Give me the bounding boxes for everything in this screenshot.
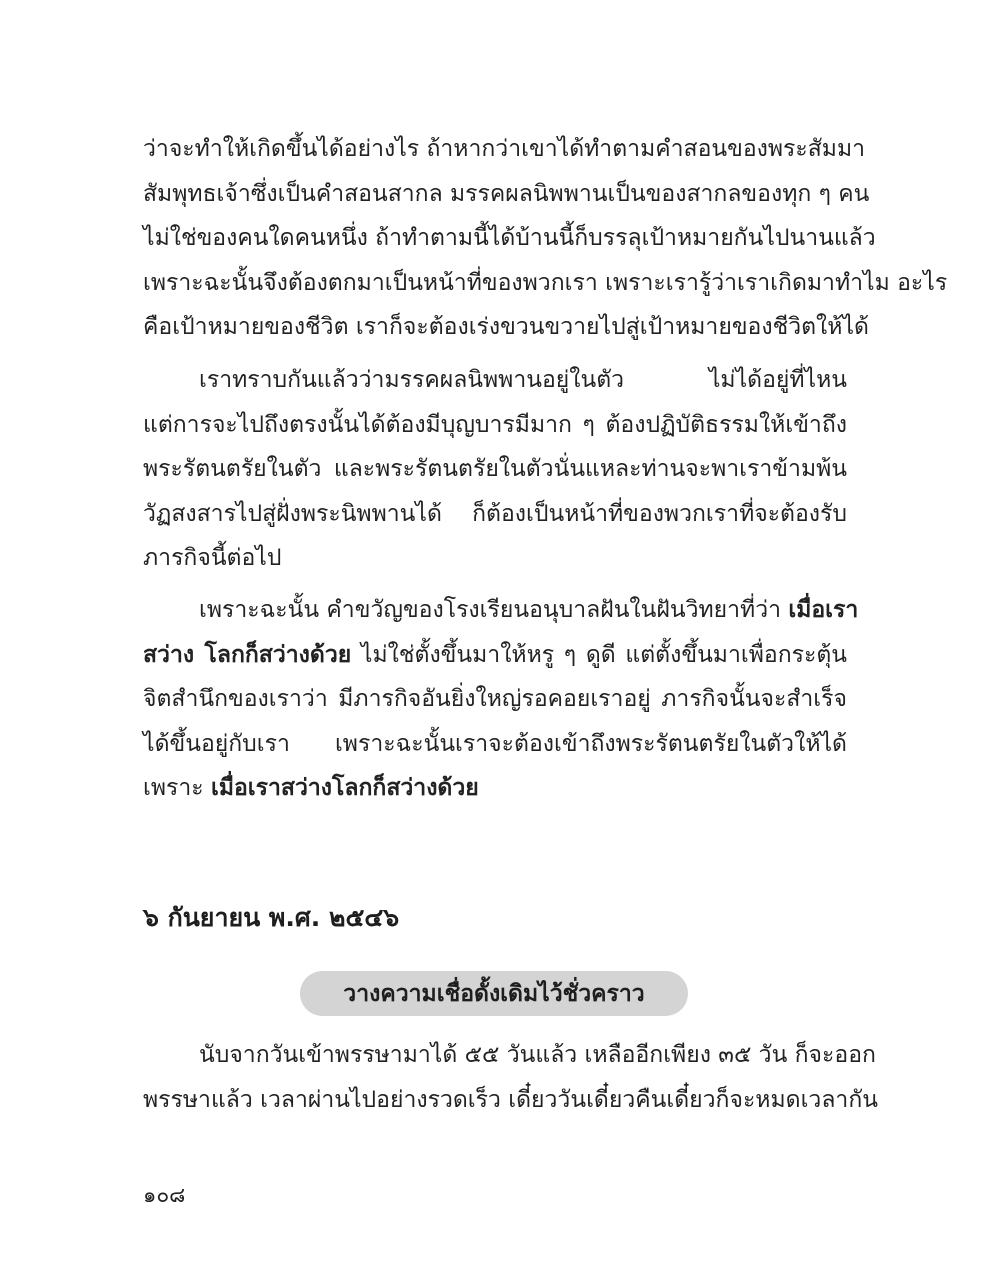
paragraph-line: ไม่ใช่ของคนใดคนหนึ่ง ถ้าทำตามนี้ได้บ้านนี้ก็บรรลุเป้าหมายกันไปนานแล้ว bbox=[143, 225, 876, 251]
paragraph-line: พระรัตนตรัยในตัว และพระรัตนตรัยในตัวนั่นแหละท่านจะพาเราข้ามพ้น bbox=[143, 456, 847, 482]
paragraph-line: ว่าจะทำให้เกิดขึ้นได้อย่างไร ถ้าหากว่าเขาได้ทำตามคำสอนของพระสัมมา bbox=[143, 136, 866, 162]
paragraph-1 bbox=[143, 127, 948, 350]
paragraph-3 bbox=[143, 588, 859, 811]
date-heading: ๖ กันยายน พ.ศ. ๒๕๔๖ bbox=[143, 903, 400, 932]
paragraph-2 bbox=[143, 358, 847, 581]
paragraph-line bbox=[143, 588, 859, 633]
paragraph-line bbox=[143, 633, 847, 678]
paragraph-line: นับจากวันเข้าพรรษามาได้ ๕๕ วันแล้ว เหลืออีกเพียง ๓๕ วัน ก็จะออก bbox=[199, 1042, 876, 1068]
paragraph-line: ได้ขึ้นอยู่กับเรา เพราะฉะนั้นเราจะต้องเข้าถึงพระรัตนตรัยในตัวให้ได้ bbox=[143, 730, 847, 757]
paragraph-text: เพราะ bbox=[143, 775, 211, 801]
paragraph-line: วัฏสงสารไปสู่ฝั่งพระนิพพานได้ ก็ต้องเป็นหน้าที่ของพวกเราที่จะต้องรับ bbox=[143, 500, 847, 527]
paragraph-line: แต่การจะไปถึงตรงนั้นได้ต้องมีบุญบารมีมาก ๆ ต้องปฏิบัติธรรมให้เข้าถึง bbox=[143, 411, 847, 438]
paragraph-line: เพราะฉะนั้นจึงต้องตกมาเป็นหน้าที่ของพวกเรา เพราะเรารู้ว่าเราเกิดมาทำไม อะไร bbox=[143, 269, 948, 296]
section-title-pill bbox=[300, 971, 688, 1016]
section-title: วางความเชื่อดั้งเดิมไว้ชั่วคราว bbox=[343, 980, 645, 1007]
page-number: ๑๐๘ bbox=[143, 1183, 186, 1207]
paragraph-line: พรรษาแล้ว เวลาผ่านไปอย่างรวดเร็ว เดี๋ยววันเดี๋ยวคืนเดี๋ยวก็จะหมดเวลากัน bbox=[143, 1086, 879, 1113]
paragraph-line: สัมพุทธเจ้าซึ่งเป็นคำสอนสากล มรรคผลนิพพานเป็นของสากลของทุก ๆ คน bbox=[143, 180, 870, 207]
paragraph-text: เพราะฉะนั้น คำขวัญของโรงเรียนอนุบาลฝันในฝันวิทยาที่ว่า bbox=[199, 597, 789, 623]
paragraph-line: ภารกิจนี้ต่อไป bbox=[143, 545, 282, 571]
paragraph-4 bbox=[143, 1033, 879, 1122]
paragraph-line bbox=[143, 766, 847, 811]
motto-bold-text: สว่าง โลกก็สว่างด้วย bbox=[143, 641, 352, 668]
motto-bold-text: เมื่อเรา bbox=[788, 597, 859, 623]
paragraph-line: คือเป้าหมายของชีวิต เราก็จะต้องเร่งขวนขวายไปสู่เป้าหมายของชีวิตให้ได้ bbox=[143, 314, 869, 340]
paragraph-line: จิตสำนึกของเราว่า มีภารกิจอันยิ่งใหญ่รอคอยเราอยู่ ภารกิจนั้นจะสำเร็จ bbox=[143, 686, 847, 712]
paragraph-text: ไม่ใช่ตั้งขึ้นมาให้หรู ๆ ดูดี แต่ตั้งขึ้นมาเพื่อกระตุ้น bbox=[351, 641, 847, 668]
motto-bold-text: เมื่อเราสว่างโลกก็สว่างด้วย bbox=[210, 775, 479, 801]
paragraph-line: เราทราบกันแล้วว่ามรรคผลนิพพานอยู่ในตัว ไม่ได้อยู่ที่ไหน bbox=[199, 367, 847, 393]
